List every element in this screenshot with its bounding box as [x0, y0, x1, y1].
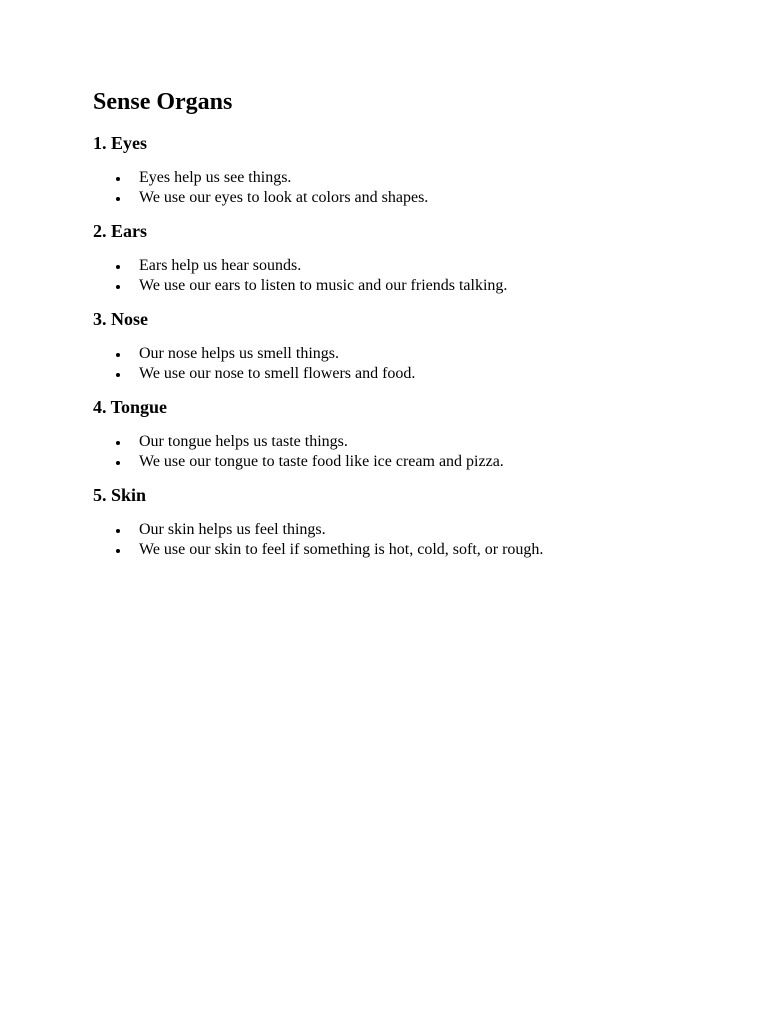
bullet-icon [116, 549, 120, 553]
bullet-list [93, 344, 713, 384]
list-item-text: Eyes help us see things. [139, 169, 292, 186]
list-item [93, 364, 713, 384]
list-item-text: Our nose helps us smell things. [139, 345, 339, 362]
bullet-icon [116, 529, 120, 533]
list-item-text: We use our eyes to look at colors and shapes. [139, 189, 429, 206]
list-item [93, 276, 713, 296]
list-item-text: We use our nose to smell flowers and food. [139, 365, 416, 382]
list-item-text: Ears help us hear sounds. [139, 257, 302, 274]
list-item-text: We use our skin to feel if something is hot, cold, soft, or rough. [139, 541, 544, 558]
list-item-text: Our tongue helps us taste things. [139, 433, 348, 450]
list-item [93, 452, 713, 472]
list-item-text: We use our ears to listen to music and our friends talking. [139, 277, 508, 294]
list-item [93, 168, 713, 188]
bullet-icon [116, 373, 120, 377]
list-item [93, 188, 713, 208]
section-heading: 4. Tongue [93, 397, 168, 417]
bullet-list [93, 168, 713, 208]
section-heading: 1. Eyes [93, 133, 147, 153]
list-item-text: Our skin helps us feel things. [139, 521, 326, 538]
section-skin [93, 483, 713, 560]
bullet-list [93, 520, 713, 560]
list-item [93, 540, 713, 560]
section-eyes [93, 131, 713, 208]
section-nose [93, 307, 713, 384]
list-item [93, 344, 713, 364]
bullet-icon [116, 285, 120, 289]
section-heading: 3. Nose [93, 309, 148, 329]
list-item [93, 256, 713, 276]
section-heading: 5. Skin [93, 485, 147, 505]
bullet-icon [116, 197, 120, 201]
section-tongue [93, 395, 713, 472]
list-item [93, 520, 713, 540]
bullet-list [93, 432, 713, 472]
list-item [93, 432, 713, 452]
document-title: Sense Organs [93, 89, 233, 115]
bullet-list [93, 256, 713, 296]
list-item-text: We use our tongue to taste food like ice cream and pizza. [139, 453, 504, 470]
bullet-icon [116, 441, 120, 445]
bullet-icon [116, 461, 120, 465]
section-ears [93, 219, 713, 296]
bullet-icon [116, 265, 120, 269]
document-page [93, 84, 713, 560]
bullet-icon [116, 177, 120, 181]
section-heading: 2. Ears [93, 221, 147, 241]
bullet-icon [116, 353, 120, 357]
